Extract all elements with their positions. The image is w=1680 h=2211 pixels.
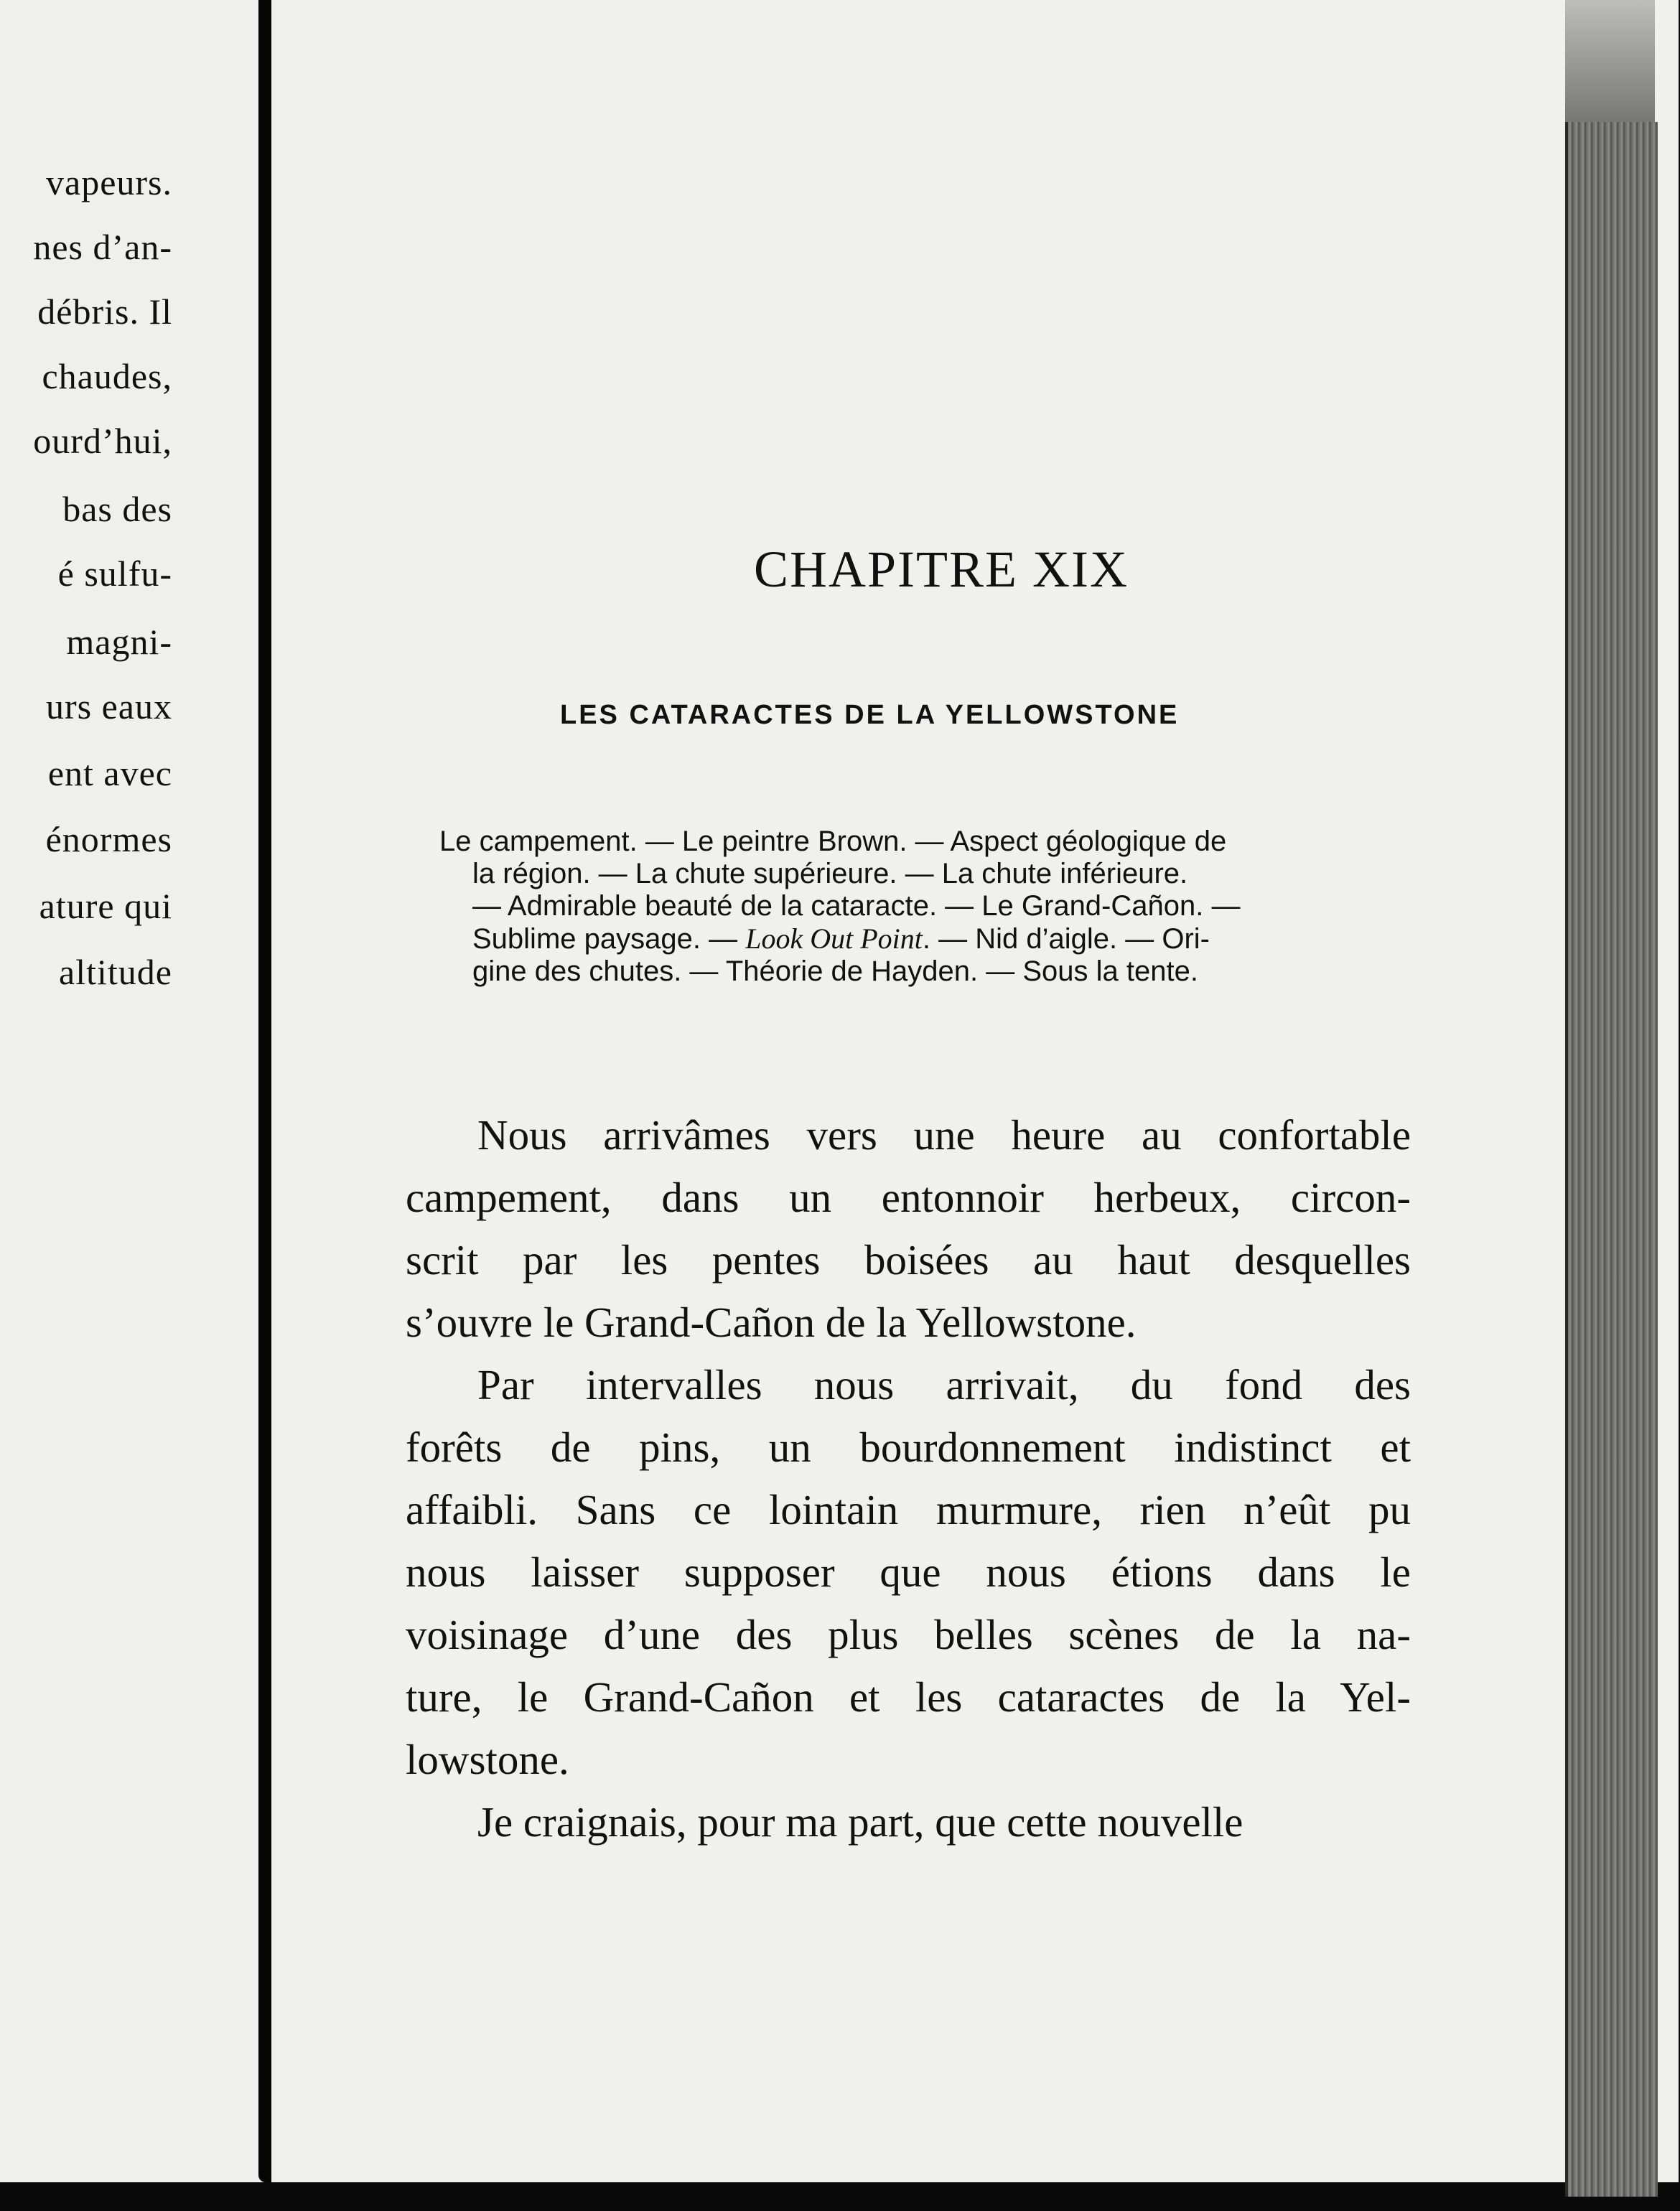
- left-text-line: ature qui: [39, 886, 172, 926]
- body-line: voisinage d’une des plus belles scènes de la na-: [406, 1611, 1411, 1658]
- summary-line: la région. — La chute supérieure. — La chute inférieure.: [472, 858, 1188, 889]
- left-text-line: énormes: [45, 819, 172, 859]
- body-line: ture, le Grand-Cañon et les cataractes de la Yel-: [406, 1673, 1411, 1721]
- body-line: campement, dans un entonnoir herbeux, circon-: [406, 1174, 1411, 1221]
- left-facing-page: [0, 0, 287, 2182]
- body-line: s’ouvre le Grand-Cañon de la Yellowstone.: [406, 1299, 1137, 1346]
- left-text-line: débris. Il: [37, 291, 172, 332]
- body-line: nous laisser supposer que nous étions dans le: [406, 1548, 1411, 1596]
- summary-line: [439, 922, 1430, 955]
- summary-line: Le campement. — Le peintre Brown. — Aspect géologique de: [439, 826, 1227, 857]
- chapter-subtitle: LES CATARACTES DE LA YELLOWSTONE: [560, 700, 1180, 730]
- summary-line: gine des chutes. — Théorie de Hayden. — Sous la tente.: [472, 955, 1198, 987]
- left-text-line: ourd’hui,: [33, 421, 172, 461]
- summary-italic-place: Look Out Point: [745, 922, 923, 955]
- body-line: Nous arrivâmes vers une heure au confortable: [477, 1111, 1411, 1159]
- body-line: Par intervalles nous arrivait, du fond des: [477, 1361, 1411, 1408]
- page-stack-edge-top: [1565, 0, 1655, 122]
- chapter-summary: [439, 826, 1430, 988]
- left-text-line: ent avec: [47, 753, 172, 793]
- left-text-line: vapeurs.: [46, 162, 172, 202]
- left-text-line: nes d’an-: [33, 227, 172, 267]
- chapter-title: CHAPITRE XIX: [754, 541, 1129, 598]
- left-text-line: bas des: [62, 489, 172, 529]
- left-text-line: chaudes,: [42, 356, 172, 396]
- left-text-line: é sulfu-: [57, 553, 172, 594]
- body-line: forêts de pins, un bourdonnement indistinct et: [406, 1424, 1411, 1471]
- summary-text: . — Nid d’aigle. — Ori-: [922, 923, 1210, 955]
- body-line: scrit par les pentes boisées au haut desquelles: [406, 1236, 1411, 1284]
- summary-line: — Admirable beauté de la cataracte. — Le Grand-Cañon. —: [472, 890, 1241, 922]
- page-stack-edge: [1565, 122, 1658, 2197]
- left-text-line: magni-: [66, 622, 172, 662]
- left-text-line: urs eaux: [46, 686, 172, 726]
- body-line: lowstone.: [406, 1736, 569, 1783]
- summary-text: Sublime paysage. —: [472, 923, 746, 955]
- body-line: Je craignais, pour ma part, que cette nouvelle: [477, 1798, 1243, 1846]
- left-text-line: altitude: [59, 952, 172, 992]
- right-page: [258, 0, 1679, 2182]
- body-text: [406, 1104, 1411, 1854]
- body-line: affaibli. Sans ce lointain murmure, rien n’eût pu: [406, 1486, 1411, 1533]
